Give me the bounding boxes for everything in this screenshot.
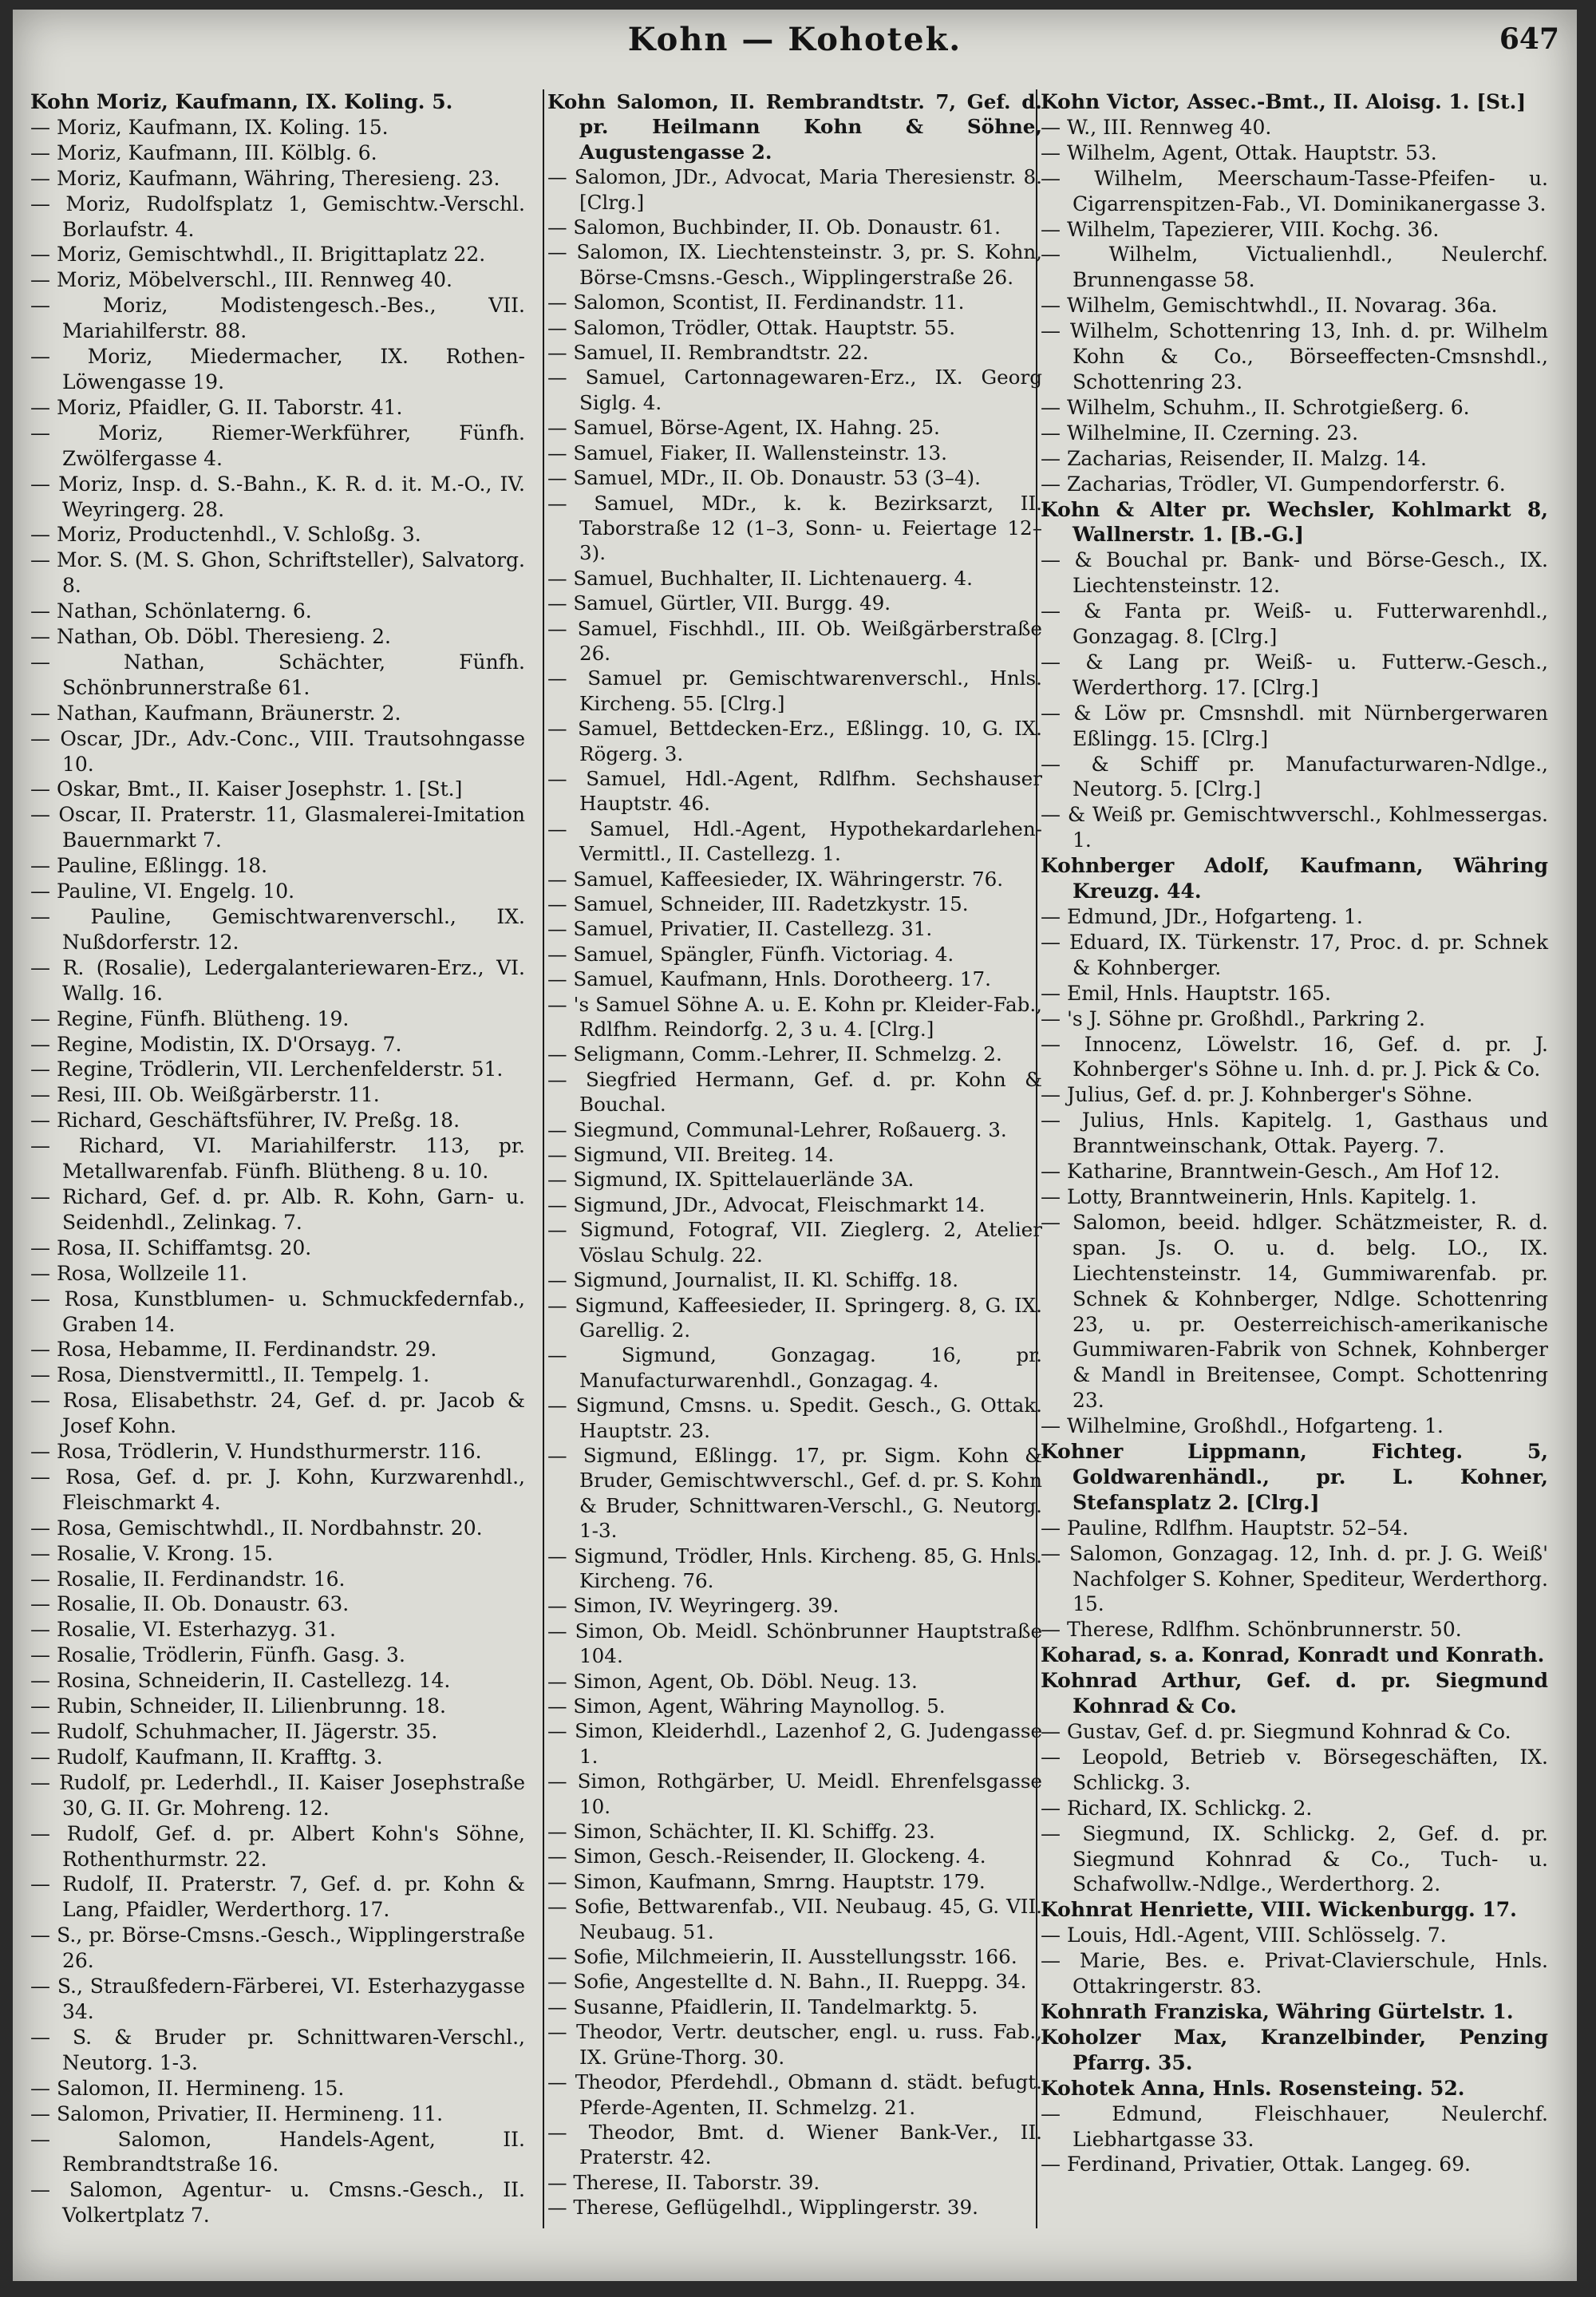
directory-entry: — Ferdinand, Privatier, Ottak. Langeg. 69. bbox=[1041, 2153, 1472, 2176]
directory-entry: — Rosalie, Trödlerin, Fünfh. Gasg. 3. bbox=[30, 1643, 405, 1667]
directory-entry: Kohn & Alter pr. Wechsler, Kohlmarkt 8, Wallnerstr. 1. [B.-G.] bbox=[1041, 497, 1548, 547]
directory-column-1 bbox=[30, 89, 525, 2228]
directory-entry: — Seligmann, Comm.-Lehrer, II. Schmelzg. 2. bbox=[547, 1042, 1002, 1066]
directory-entry: — Samuel, MDr., k. k. Bezirksarzt, II. Taborstraße 12 (1–3, Sonn- u. Feiertage 12–3). bbox=[547, 491, 1042, 565]
directory-entry: — Nathan, Kaufmann, Bräunerstr. 2. bbox=[30, 701, 401, 725]
directory-entry: — Samuel, II. Rembrandtstr. 22. bbox=[547, 341, 869, 365]
directory-entry: — & Löw pr. Cmsnshdl. mit Nürnbergerwaren Eßlingg. 15. [Clrg.] bbox=[1041, 701, 1548, 750]
directory-entry: — Wilhelm, Schottenring 13, Inh. d. pr. Wilhelm Kohn & Co., Börseeffecten-Cmsnshdl., Schottenring 23. bbox=[1041, 319, 1548, 393]
directory-entry: — Simon, IV. Weyringerg. 39. bbox=[547, 1594, 839, 1618]
directory-entry: — Pauline, Gemischtwarenverschl., IX. Nußdorferstr. 12. bbox=[30, 905, 525, 954]
directory-entry: — Regine, Fünfh. Blütheng. 19. bbox=[30, 1006, 350, 1030]
directory-entry: — Rosina, Schneiderin, II. Castellezg. 14. bbox=[30, 1669, 451, 1693]
directory-entry: — Moriz, Gemischtwhdl., II. Brigittaplatz 22. bbox=[30, 243, 486, 267]
directory-entry: — Samuel, Kaffeesieder, IX. Währingerstr. 76. bbox=[547, 867, 1004, 891]
directory-entry: — Louis, Hdl.-Agent, VIII. Schlösselg. 7. bbox=[1041, 1923, 1447, 1947]
directory-entry: — Sigmund, Journalist, II. Kl. Schiffg. 18. bbox=[547, 1268, 959, 1292]
directory-entry: — Rudolf, pr. Lederhdl., II. Kaiser Josephstraße 30, G. II. Gr. Mohreng. 12. bbox=[30, 1770, 525, 1820]
directory-entry: — S., Straußfedern-Färberei, VI. Esterhazygasse 34. bbox=[30, 1975, 525, 2023]
directory-entry: — Leopold, Betrieb v. Börsegeschäften, IX. Schlickg. 3. bbox=[1041, 1745, 1548, 1794]
directory-entry: — Siegmund, IX. Schlickg. 2, Gef. d. pr. Siegmund Kohnrad & Co., Tuch- u. Schafwollw.-Ndlge., Werderthorg. 2. bbox=[1041, 1821, 1548, 1896]
directory-entry: — Regine, Modistin, IX. D'Orsayg. 7. bbox=[30, 1032, 402, 1056]
directory-column-2 bbox=[547, 89, 1042, 2220]
directory-entry: — Sigmund, Eßlingg. 17, pr. Sigm. Kohn & Bruder, Gemischtwverschl., Gef. d. pr. S. Kohn & Bruder, Schnittwaren-Verschl., G. Neutorg. 1-3. bbox=[547, 1443, 1042, 1543]
directory-entry: — W., III. Rennweg 40. bbox=[1041, 115, 1272, 139]
directory-entry: — Samuel, Cartonnagewaren-Erz., IX. Georg Siglg. 4. bbox=[547, 366, 1042, 414]
directory-entry: — Moriz, Rudolfsplatz 1, Gemischtw.-Verschl. Borlaufstr. 4. bbox=[30, 192, 525, 241]
directory-entry: — Rubin, Schneider, II. Lilienbrunng. 18. bbox=[30, 1694, 446, 1718]
directory-entry: — Julius, Hnls. Kapitelg. 1, Gasthaus und Branntweinschank, Ottak. Payerg. 7. bbox=[1041, 1109, 1548, 1158]
page-header bbox=[13, 21, 1577, 65]
directory-entry: — Simon, Agent, Ob. Döbl. Neug. 13. bbox=[547, 1669, 918, 1693]
directory-entry: — Simon, Agent, Währing Maynollog. 5. bbox=[547, 1694, 946, 1718]
directory-entry: — Moriz, Kaufmann, III. Kölblg. 6. bbox=[30, 140, 377, 164]
directory-entry: — Wilhelm, Gemischtwhdl., II. Novarag. 36a. bbox=[1041, 294, 1498, 318]
directory-entry: — Simon, Schächter, II. Kl. Schiffg. 23. bbox=[547, 1820, 935, 1844]
directory-entry: — Siegfried Hermann, Gef. d. pr. Kohn & Bouchal. bbox=[547, 1067, 1042, 1117]
directory-entry: — Salomon, IX. Liechtensteinstr. 3, pr. S. Kohn, Börse-Cmsns.-Gesch., Wipplingerstraße 26. bbox=[547, 240, 1042, 289]
directory-entry: — Pauline, Rdlfhm. Hauptstr. 52–54. bbox=[1041, 1516, 1409, 1540]
directory-entry: — Wilhelm, Victualienhdl., Neulerchf. Brunnengasse 58. bbox=[1041, 243, 1548, 292]
directory-entry: Kohnrat Henriette, VIII. Wickenburgg. 17. bbox=[1041, 1898, 1517, 1922]
directory-entry: — Pauline, VI. Engelg. 10. bbox=[30, 880, 295, 903]
directory-entry: — Rosa, Elisabethstr. 24, Gef. d. pr. Jacob & Josef Kohn. bbox=[30, 1389, 525, 1438]
directory-entry: — Salomon, JDr., Advocat, Maria Theresienstr. 8. [Clrg.] bbox=[547, 165, 1042, 214]
directory-entry: — Pauline, Eßlingg. 18. bbox=[30, 854, 268, 878]
directory-entry: — Marie, Bes. e. Privat-Clavierschule, Hnls. Ottakringerstr. 83. bbox=[1041, 1949, 1548, 1999]
directory-entry: Kohn Moriz, Kaufmann, IX. Koling. 5. bbox=[30, 90, 453, 113]
page-number: 647 bbox=[1499, 22, 1559, 56]
directory-entry: — Samuel, Hdl.-Agent, Rdlfhm. Sechshauser Hauptstr. 46. bbox=[547, 766, 1042, 816]
directory-entry: — Samuel, Hdl.-Agent, Hypothekardarlehen-Vermittl., II. Castellezg. 1. bbox=[547, 816, 1042, 866]
directory-entry: — Innocenz, Löwelstr. 16, Gef. d. pr. J. Kohnberger's Söhne u. Inh. d. pr. J. Pick & Co. bbox=[1041, 1032, 1548, 1081]
directory-entry: — Sofie, Bettwarenfab., VII. Neubaug. 45, G. VII. Neubaug. 51. bbox=[547, 1895, 1042, 1943]
directory-entry: — Sigmund, IX. Spittelauerlände 3A. bbox=[547, 1168, 915, 1192]
directory-entry: — Theodor, Vertr. deutscher, engl. u. russ. Fab., IX. Grüne-Thorg. 30. bbox=[547, 2020, 1042, 2069]
directory-entry: — Eduard, IX. Türkenstr. 17, Proc. d. pr. Schnek & Kohnberger. bbox=[1041, 930, 1548, 979]
directory-entry: — Salomon, II. Hermineng. 15. bbox=[30, 2076, 345, 2100]
directory-entry: — Samuel, Fischhdl., III. Ob. Weißgärberstraße 26. bbox=[547, 616, 1042, 665]
directory-entry: — Mor. S. (M. S. Ghon, Schriftsteller), Salvatorg. 8. bbox=[30, 548, 525, 598]
directory-entry: — Lotty, Branntweinerin, Hnls. Kapitelg. 1. bbox=[1041, 1184, 1477, 1208]
directory-page bbox=[13, 10, 1577, 2281]
directory-entry: — Nathan, Schönlaterng. 6. bbox=[30, 599, 312, 623]
directory-entry: — Samuel, Fiaker, II. Wallensteinstr. 13. bbox=[547, 441, 947, 465]
directory-entry: — & Fanta pr. Weiß- u. Futterwarenhdl., Gonzagag. 8. [Clrg.] bbox=[1041, 599, 1548, 649]
directory-entry: — Simon, Rothgärber, U. Meidl. Ehrenfelsgasse 10. bbox=[547, 1769, 1042, 1818]
directory-entry: — Wilhelmine, II. Czerning. 23. bbox=[1041, 421, 1359, 445]
directory-entry: — Wilhelmine, Großhdl., Hofgarteng. 1. bbox=[1041, 1414, 1444, 1438]
directory-entry: — Samuel, MDr., II. Ob. Donaustr. 53 (3–4). bbox=[547, 466, 981, 490]
directory-entry: — Edmund, Fleischhauer, Neulerchf. Liebhartgasse 33. bbox=[1041, 2101, 1548, 2151]
directory-entry: Kohnberger Adolf, Kaufmann, Währing Kreuzg. 44. bbox=[1041, 854, 1548, 903]
directory-entry: — Nathan, Schächter, Fünfh. Schönbrunnerstraße 61. bbox=[30, 650, 525, 699]
directory-entry: — Wilhelm, Meerschaum-Tasse-Pfeifen- u. Cigarrenspitzen-Fab., VI. Dominikanergasse 3. bbox=[1041, 166, 1548, 215]
directory-entry: — Samuel, Kaufmann, Hnls. Dorotheerg. 17. bbox=[547, 967, 991, 991]
directory-entry: — & Lang pr. Weiß- u. Futterw.-Gesch., Werderthorg. 17. [Clrg.] bbox=[1041, 650, 1548, 699]
directory-entry: — Rosa, Gef. d. pr. J. Kohn, Kurzwarenhdl., Fleischmarkt 4. bbox=[30, 1465, 525, 1514]
directory-entry: — Theodor, Bmt. d. Wiener Bank-Ver., II. Praterstr. 42. bbox=[547, 2120, 1042, 2169]
directory-entry: Kohnrath Franziska, Währing Gürtelstr. 1. bbox=[1041, 1999, 1514, 2023]
directory-entry: — R. (Rosalie), Ledergalanteriewaren-Erz., VI. Wallg. 16. bbox=[30, 955, 525, 1005]
directory-entry: — Nathan, Ob. Döbl. Theresieng. 2. bbox=[30, 625, 391, 649]
directory-entry: — Rosalie, V. Krong. 15. bbox=[30, 1541, 274, 1565]
directory-entry: Kohotek Anna, Hnls. Rosensteing. 52. bbox=[1041, 2076, 1465, 2100]
directory-entry: — Moriz, Productenhdl., V. Schloßg. 3. bbox=[30, 523, 421, 547]
directory-entry: — Sigmund, Kaffeesieder, II. Springerg. 8, G. IX. Garellig. 2. bbox=[547, 1293, 1042, 1342]
directory-entry: — Wilhelm, Schuhm., II. Schrotgießerg. 6. bbox=[1041, 395, 1470, 419]
directory-entry: — Susanne, Pfaidlerin, II. Tandelmarktg. 5. bbox=[547, 1995, 978, 2018]
directory-entry: — 's Samuel Söhne A. u. E. Kohn pr. Kleider-Fab., Rdlfhm. Reindorfg. 2, 3 u. 4. [Clrg.] bbox=[547, 992, 1042, 1042]
directory-entry: — Rosalie, II. Ferdinandstr. 16. bbox=[30, 1567, 346, 1591]
directory-entry: — Moriz, Miedermacher, IX. Rothen-Löwengasse 19. bbox=[30, 345, 525, 393]
directory-entry: — Salomon, Buchbinder, II. Ob. Donaustr. 61. bbox=[547, 215, 1001, 239]
directory-entry: — Samuel, Börse-Agent, IX. Hahng. 25. bbox=[547, 416, 940, 440]
directory-entry: — Samuel, Privatier, II. Castellezg. 31. bbox=[547, 917, 933, 941]
directory-entry: — Salomon, Scontist, II. Ferdinandstr. 11. bbox=[547, 291, 965, 314]
directory-entry: — & Schiff pr. Manufacturwaren-Ndlge., Neutorg. 5. [Clrg.] bbox=[1041, 752, 1548, 801]
directory-entry: — Oskar, Bmt., II. Kaiser Josephstr. 1. [St.] bbox=[30, 777, 463, 801]
directory-entry: — Sigmund, Trödler, Hnls. Kircheng. 85, G. Hnls. Kircheng. 76. bbox=[547, 1544, 1042, 1592]
directory-entry: — Therese, Rdlfhm. Schönbrunnerstr. 50. bbox=[1041, 1618, 1462, 1642]
directory-entry: — Salomon, Gonzagag. 12, Inh. d. pr. J. G. Weiß' Nachfolger S. Kohner, Spediteur, Werderthorg. 15. bbox=[1041, 1541, 1548, 1616]
directory-entry: — Oscar, JDr., Adv.-Conc., VIII. Trautsohngasse 10. bbox=[30, 726, 525, 776]
directory-entry: — Wilhelm, Agent, Ottak. Hauptstr. 53. bbox=[1041, 140, 1437, 164]
directory-entry: — Richard, IX. Schlickg. 2. bbox=[1041, 1796, 1313, 1820]
directory-entry: — Samuel, Schneider, III. Radetzkystr. 15. bbox=[547, 892, 969, 915]
directory-entry: — Therese, II. Taborstr. 39. bbox=[547, 2170, 820, 2194]
directory-entry: — Rosa, II. Schiffamtsg. 20. bbox=[30, 1235, 312, 1259]
directory-entry: — Rudolf, Kaufmann, II. Krafftg. 3. bbox=[30, 1745, 383, 1769]
directory-entry: — Salomon, Agentur- u. Cmsns.-Gesch., II. Volkertplatz 7. bbox=[30, 2178, 525, 2228]
directory-entry: — Samuel, Buchhalter, II. Lichtenauerg. 4. bbox=[547, 566, 973, 590]
directory-entry: — Sigmund, VII. Breiteg. 14. bbox=[547, 1143, 835, 1167]
directory-entry: — Salomon, beeid. hdlger. Schätzmeister, R. d. span. Js. O. u. d. belg. LO., IX. Liechtensteinstr. 14, Gummiwarenfab. pr. Schnek & Kohnberger, Ndlge. Schottenring 23, u. pr. Oesterreichisch-amerikanische Gummiwaren-Fabrik von Schnek, Kohnberger & Mandl in Breitensee, Compt. Schottenring 23. bbox=[1041, 1210, 1548, 1413]
directory-entry: — Rosa, Gemischtwhdl., II. Nordbahnstr. 20. bbox=[30, 1516, 483, 1540]
directory-entry: — Samuel, Bettdecken-Erz., Eßlingg. 10, G. IX. Rögerg. 3. bbox=[547, 717, 1042, 765]
directory-entry: — Simon, Gesch.-Reisender, II. Glockeng. 4. bbox=[547, 1844, 986, 1868]
directory-entry: Kohner Lippmann, Fichteg. 5, Goldwarenhändl., pr. L. Kohner, Stefansplatz 2. [Clrg.] bbox=[1041, 1440, 1548, 1514]
directory-entry: — Moriz, Kaufmann, IX. Koling. 15. bbox=[30, 115, 389, 139]
directory-entry: — Resi, III. Ob. Weißgärberstr. 11. bbox=[30, 1083, 380, 1107]
directory-entry: — Sigmund, JDr., Advocat, Fleischmarkt 14. bbox=[547, 1192, 986, 1216]
directory-entry: — Sigmund, Fotograf, VII. Zieglerg. 2, Atelier Vöslau Schulg. 22. bbox=[547, 1218, 1042, 1267]
directory-entry: — Edmund, JDr., Hofgarteng. 1. bbox=[1041, 905, 1363, 928]
directory-entry: — Moriz, Riemer-Werkführer, Fünfh. Zwölfergasse 4. bbox=[30, 421, 525, 470]
directory-entry: — Rosalie, II. Ob. Donaustr. 63. bbox=[30, 1592, 350, 1616]
directory-entry: — & Bouchal pr. Bank- und Börse-Gesch., IX. Liechtensteinstr. 12. bbox=[1041, 548, 1548, 598]
directory-entry: — Salomon, Privatier, II. Hermineng. 11. bbox=[30, 2101, 444, 2125]
directory-entry: — Sigmund, Gonzagag. 16, pr. Manufacturwarenhdl., Gonzagag. 4. bbox=[547, 1343, 1042, 1392]
directory-entry: — Salomon, Trödler, Ottak. Hauptstr. 55. bbox=[547, 315, 956, 339]
directory-entry: — Simon, Kleiderhdl., Lazenhof 2, G. Judengasse 1. bbox=[547, 1719, 1042, 1768]
directory-entry: — Moriz, Insp. d. S.-Bahn., K. R. d. it. M.-O., IV. Weyringerg. 28. bbox=[30, 472, 525, 521]
directory-entry: — Rosa, Dienstvermittl., II. Tempelg. 1. bbox=[30, 1363, 430, 1387]
directory-entry: — Rudolf, II. Praterstr. 7, Gef. d. pr. Kohn & Lang, Pfaidler, Werderthorg. 17. bbox=[30, 1872, 525, 1922]
directory-entry: — Zacharias, Reisender, II. Malzg. 14. bbox=[1041, 446, 1428, 470]
directory-entry: — Salomon, Handels-Agent, II. Rembrandtstraße 16. bbox=[30, 2127, 525, 2176]
directory-entry: Kohnrad Arthur, Gef. d. pr. Siegmund Kohnrad & Co. bbox=[1041, 1669, 1548, 1718]
directory-entry: — Sofie, Milchmeierin, II. Ausstellungsstr. 166. bbox=[547, 1945, 1017, 1969]
directory-entry: — Gustav, Gef. d. pr. Siegmund Kohnrad & Co. bbox=[1041, 1720, 1511, 1743]
directory-column-3 bbox=[1041, 89, 1548, 2177]
directory-entry: — Wilhelm, Tapezierer, VIII. Kochg. 36. bbox=[1041, 217, 1440, 241]
directory-entry: — Siegmund, Communal-Lehrer, Roßauerg. 3. bbox=[547, 1117, 1007, 1141]
page-title: Kohn — Kohotek. bbox=[627, 21, 962, 58]
directory-entry: — Samuel pr. Gemischtwarenverschl., Hnls. Kircheng. 55. [Clrg.] bbox=[547, 666, 1042, 715]
directory-entry: — Rudolf, Gef. d. pr. Albert Kohn's Söhne, Rothenthurmstr. 22. bbox=[30, 1821, 525, 1871]
directory-entry: — S., pr. Börse-Cmsns.-Gesch., Wipplingerstraße 26. bbox=[30, 1923, 525, 1973]
directory-entry: — Samuel, Spängler, Fünfh. Victoriag. 4. bbox=[547, 942, 954, 966]
directory-entry: — Zacharias, Trödler, VI. Gumpendorferstr. 6. bbox=[1041, 472, 1506, 496]
directory-entry: — Richard, Gef. d. pr. Alb. R. Kohn, Garn- u. Seidenhdl., Zelinkag. 7. bbox=[30, 1184, 525, 1234]
directory-entry: — Julius, Gef. d. pr. J. Kohnberger's Söhne. bbox=[1041, 1083, 1473, 1107]
directory-entry: — Sigmund, Cmsns. u. Spedit. Gesch., G. Ottak. Hauptstr. 23. bbox=[547, 1394, 1042, 1442]
directory-entry: — Theodor, Pferdehdl., Obmann d. städt. befugt. Pferde-Agenten, II. Schmelzg. 21. bbox=[547, 2070, 1042, 2119]
directory-entry: — Richard, VI. Mariahilferstr. 113, pr. Metallwarenfab. Fünfh. Blütheng. 8 u. 10. bbox=[30, 1134, 525, 1184]
directory-entry: — Rosa, Trödlerin, V. Hundsthurmerstr. 116. bbox=[30, 1440, 482, 1464]
directory-entry: — Rosa, Hebamme, II. Ferdinandstr. 29. bbox=[30, 1338, 437, 1362]
directory-entry: — Moriz, Kaufmann, Währing, Theresieng. 23. bbox=[30, 166, 500, 190]
directory-entry: — Rosalie, VI. Esterhazyg. 31. bbox=[30, 1618, 336, 1642]
directory-entry: — Simon, Ob. Meidl. Schönbrunner Hauptstraße 104. bbox=[547, 1619, 1042, 1668]
directory-entry: — Katharine, Branntwein-Gesch., Am Hof 12. bbox=[1041, 1160, 1500, 1184]
directory-entry: — Samuel, Gürtler, VII. Burgg. 49. bbox=[547, 591, 891, 615]
directory-entry: — Emil, Hnls. Hauptstr. 165. bbox=[1041, 981, 1331, 1005]
directory-entry: Kohn Salomon, II. Rembrandtstr. 7, Gef. d. pr. Heilmann Kohn & Söhne, Augustengasse 2. bbox=[547, 90, 1042, 164]
directory-entry: — Moriz, Pfaidler, G. II. Taborstr. 41. bbox=[30, 395, 403, 419]
directory-entry: — Oscar, II. Praterstr. 11, Glasmalerei-Imitation Bauernmarkt 7. bbox=[30, 803, 525, 852]
directory-entry: — & Weiß pr. Gemischtwverschl., Kohlmessergas. 1. bbox=[1041, 803, 1548, 852]
directory-entry: — S. & Bruder pr. Schnittwaren-Verschl., Neutorg. 1-3. bbox=[30, 2025, 525, 2074]
directory-entry: — Therese, Geflügelhdl., Wipplingerstr. 39. bbox=[547, 2196, 978, 2220]
directory-entry: — Moriz, Modistengesch.-Bes., VII. Mariahilferstr. 88. bbox=[30, 294, 525, 343]
directory-entry: — Simon, Kaufmann, Smrng. Hauptstr. 179. bbox=[547, 1869, 986, 1893]
directory-entry: Koharad, s. a. Konrad, Konradt und Konrath. bbox=[1041, 1643, 1545, 1667]
directory-entry: — Sofie, Angestellte d. N. Bahn., II. Rueppg. 34. bbox=[547, 1970, 1027, 1994]
directory-entry: — Rosa, Kunstblumen- u. Schmuckfedernfab., Graben 14. bbox=[30, 1287, 525, 1336]
directory-entry: — 's J. Söhne pr. Großhdl., Parkring 2. bbox=[1041, 1006, 1425, 1030]
directory-entry: Kohn Victor, Assec.-Bmt., II. Aloisg. 1. [St.] bbox=[1041, 90, 1527, 113]
directory-entry: — Rudolf, Schuhmacher, II. Jägerstr. 35. bbox=[30, 1720, 438, 1743]
directory-entry: — Moriz, Möbelverschl., III. Rennweg 40. bbox=[30, 268, 452, 292]
directory-entry: — Rosa, Wollzeile 11. bbox=[30, 1261, 247, 1285]
column-divider bbox=[543, 89, 544, 2228]
directory-entry: — Regine, Trödlerin, VII. Lerchenfelderstr. 51. bbox=[30, 1058, 504, 1081]
directory-entry: Koholzer Max, Kranzelbinder, Penzing Pfarrg. 35. bbox=[1041, 2025, 1548, 2074]
directory-entry: — Richard, Geschäftsführer, IV. Preßg. 18. bbox=[30, 1109, 460, 1133]
